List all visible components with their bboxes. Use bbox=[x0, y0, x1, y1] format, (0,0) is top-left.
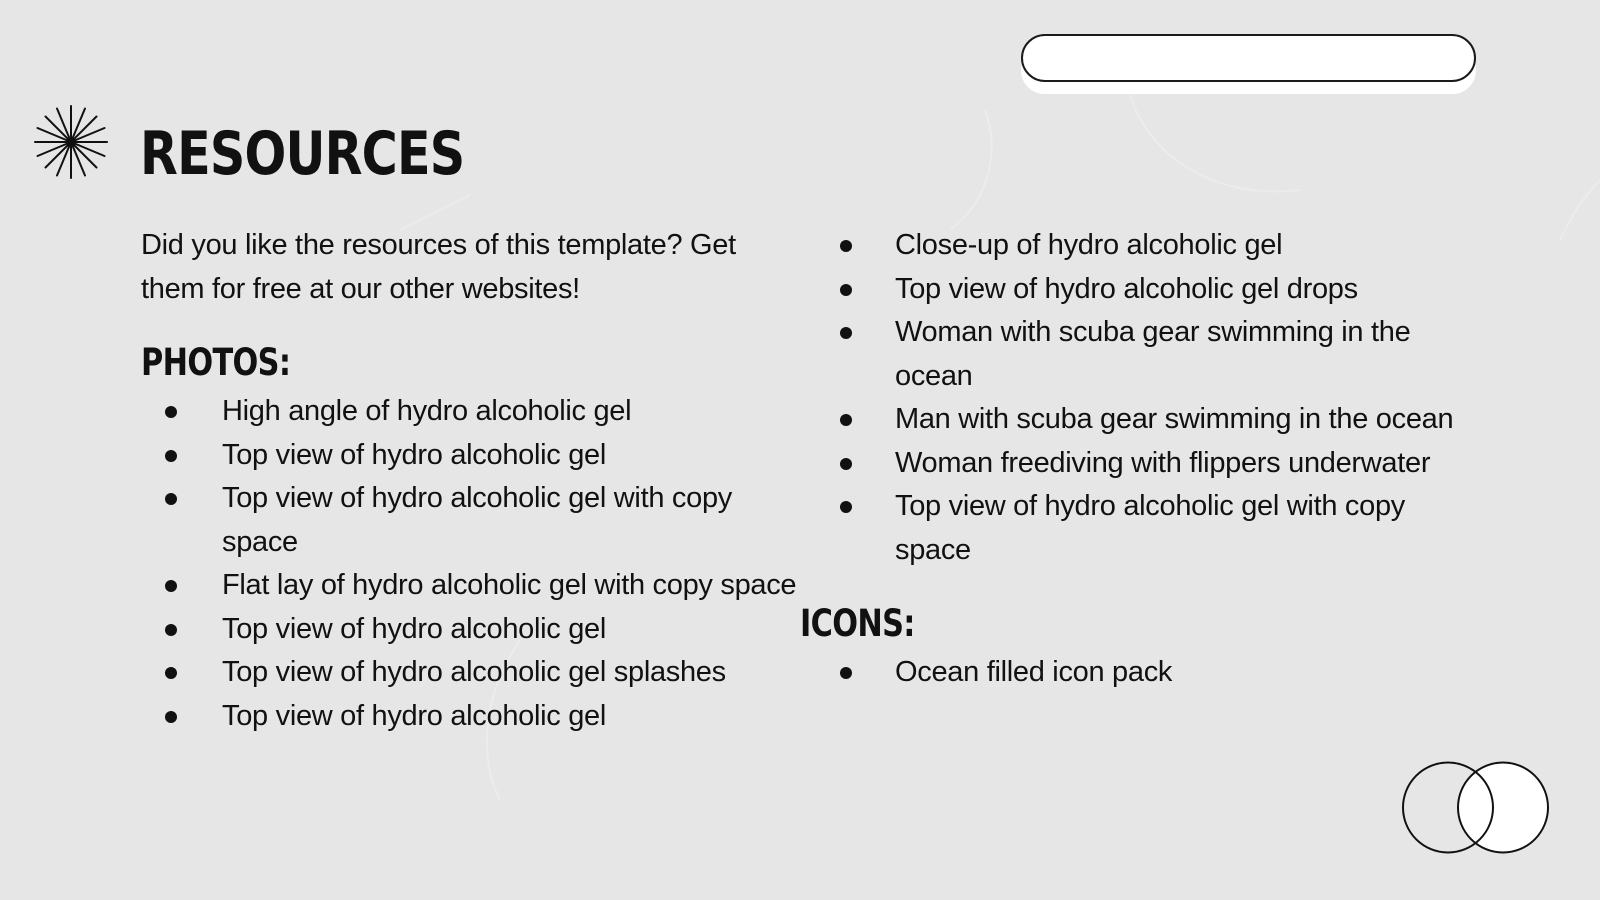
list-item bbox=[814, 311, 1474, 398]
bullet-icon bbox=[840, 458, 852, 470]
list-item bbox=[814, 651, 1474, 695]
bullet-icon bbox=[840, 284, 852, 296]
photos-list-left bbox=[141, 390, 801, 738]
list-item-text: Flat lay of hydro alcoholic gel with copy space bbox=[222, 569, 797, 601]
bullet-icon bbox=[165, 580, 177, 592]
bullet-icon bbox=[840, 667, 852, 679]
list-item-text: Woman freediving with flippers underwater bbox=[895, 446, 1431, 479]
icons-list bbox=[814, 651, 1474, 695]
right-column bbox=[800, 224, 1474, 695]
list-item bbox=[141, 695, 801, 739]
bullet-icon bbox=[840, 327, 852, 339]
bullet-icon bbox=[840, 501, 852, 513]
bullet-icon bbox=[165, 711, 177, 723]
asterisk-star-icon bbox=[33, 104, 109, 180]
bullet-icon bbox=[165, 624, 177, 636]
list-item-text: Close-up of hydro alcoholic gel bbox=[895, 229, 1283, 261]
list-item-text: Top view of hydro alcoholic gel bbox=[222, 438, 607, 471]
list-item-text: Top view of hydro alcoholic gel with copy space bbox=[222, 482, 732, 558]
list-item bbox=[814, 442, 1474, 486]
list-item-text: Man with scuba gear swimming in the ocean bbox=[895, 403, 1454, 435]
list-item-text: Top view of hydro alcoholic gel drops bbox=[895, 272, 1358, 305]
list-item bbox=[141, 608, 801, 652]
photos-list-right bbox=[814, 224, 1474, 572]
bullet-icon bbox=[165, 493, 177, 505]
list-item-text: Woman with scuba gear swimming in the ocean bbox=[895, 316, 1411, 392]
list-item-text: Top view of hydro alcoholic gel splashes bbox=[222, 656, 726, 688]
bullet-icon bbox=[840, 414, 852, 426]
bullet-icon bbox=[165, 406, 177, 418]
intro-text: Did you like the resources of this template? Get them for free at our other websites! bbox=[141, 229, 736, 305]
page-title: RESOURCES bbox=[140, 119, 465, 189]
list-item-text: Ocean filled icon pack bbox=[895, 656, 1173, 688]
overlapping-circles-shape bbox=[1402, 760, 1550, 855]
bullet-icon bbox=[165, 667, 177, 679]
list-item bbox=[814, 224, 1474, 268]
rounded-pill-shape bbox=[1021, 34, 1476, 82]
photos-heading: PHOTOS: bbox=[141, 341, 291, 384]
list-item bbox=[141, 564, 801, 608]
list-item bbox=[141, 651, 801, 695]
list-item bbox=[814, 398, 1474, 442]
bullet-icon bbox=[165, 450, 177, 462]
list-item-text: Top view of hydro alcoholic gel bbox=[222, 699, 607, 732]
list-item-text: High angle of hydro alcoholic gel bbox=[222, 395, 632, 427]
list-item bbox=[141, 434, 801, 478]
icons-heading: ICONS: bbox=[800, 602, 915, 645]
list-item bbox=[141, 477, 801, 564]
list-item bbox=[814, 485, 1474, 572]
bullet-icon bbox=[840, 240, 852, 252]
list-item bbox=[814, 268, 1474, 312]
list-item-text: Top view of hydro alcoholic gel bbox=[222, 612, 607, 645]
list-item-text: Top view of hydro alcoholic gel with copy space bbox=[895, 490, 1405, 566]
left-column bbox=[141, 224, 801, 738]
list-item bbox=[141, 390, 801, 434]
